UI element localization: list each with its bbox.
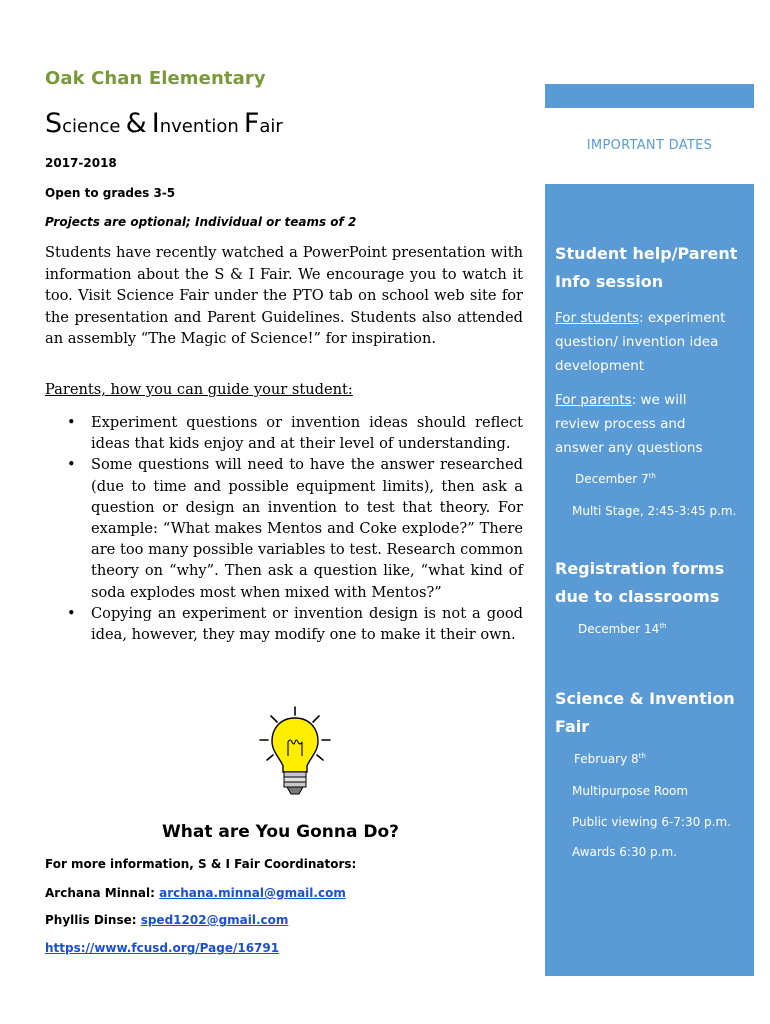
website-link[interactable]: https://www.fcusd.org/Page/16791 <box>45 941 280 955</box>
list-item: • Copying an experiment or invention design is not a good idea, however, they may modify one to make it their own. <box>67 604 523 644</box>
fair-room: Multipurpose Room <box>572 784 689 798</box>
session-date: December 7th <box>575 472 656 486</box>
optional-note: Projects are optional; Individual or teams of 2 <box>45 215 357 229</box>
coordinator-name: Archana Minnal: <box>45 886 160 900</box>
lightbulb-icon <box>255 704 335 804</box>
school-name: Oak Chan Elementary <box>45 68 266 89</box>
coordinator-row <box>45 913 288 927</box>
sidebar-top-bar <box>545 84 754 108</box>
more-info-label: For more information, S & I Fair Coordinators: <box>45 857 357 871</box>
fair-public-viewing: Public viewing 6-7:30 p.m. <box>572 815 731 829</box>
list-item: • Experiment questions or invention ideas should reflect ideas that kids enjoy and at their level of understanding. <box>67 414 523 453</box>
students-note: For students: experiment question/ invention idea development <box>555 310 726 374</box>
page-title: Science & Invention Fair <box>45 108 283 139</box>
school-year: 2017-2018 <box>45 156 117 170</box>
grades-note: Open to grades 3-5 <box>45 186 176 200</box>
list-item: • Some questions will need to have the answer researched (due to time and possible equipment limits), then ask a question or design an invention to test that theory. For example: “What makes Mentos and Coke explode?” There are too many possible variables to test. Research common theory on “why”. Then ask a question like, “what kind of soda explodes most when mixed with Mentos?” <box>67 456 523 601</box>
important-dates-heading: IMPORTANT DATES <box>586 138 713 153</box>
tagline: What are You Gonna Do? <box>162 822 400 842</box>
registration-date: December 14th <box>578 622 667 636</box>
guide-heading: Parents, how you can guide your student: <box>45 381 353 398</box>
session-location: Multi Stage, 2:45-3:45 p.m. <box>572 504 737 518</box>
fair-date: February 8th <box>574 752 646 766</box>
bullet-icon: • <box>67 604 76 622</box>
bullet-icon: • <box>67 456 76 474</box>
coordinator-name: Phyllis Dinse: <box>45 913 141 927</box>
coordinator-row <box>45 886 346 900</box>
email-link[interactable]: sped1202@gmail.com <box>140 913 289 927</box>
fair-heading: Science & Invention Fair <box>555 689 735 736</box>
session-heading: Student help/Parent Info session <box>555 244 738 291</box>
dates-sidebar <box>545 184 754 976</box>
guide-list <box>45 412 523 645</box>
email-link[interactable]: archana.minnal@gmail.com <box>159 886 346 900</box>
parents-note: For parents: we will review process and answer any questions <box>555 392 703 456</box>
intro-paragraph: Students have recently watched a PowerPoint presentation with information about the S & I Fair. We encourage you to watch it too. Visit Science Fair under the PTO tab on school web site for the presentation and Parent Guidelines. Students also attended an assembly “The Magic of Science!” for inspiration. <box>45 244 523 348</box>
website-row <box>45 941 279 955</box>
bullet-icon: • <box>67 414 76 431</box>
fair-awards: Awards 6:30 p.m. <box>572 845 677 859</box>
registration-heading: Registration forms due to classrooms <box>555 559 725 606</box>
